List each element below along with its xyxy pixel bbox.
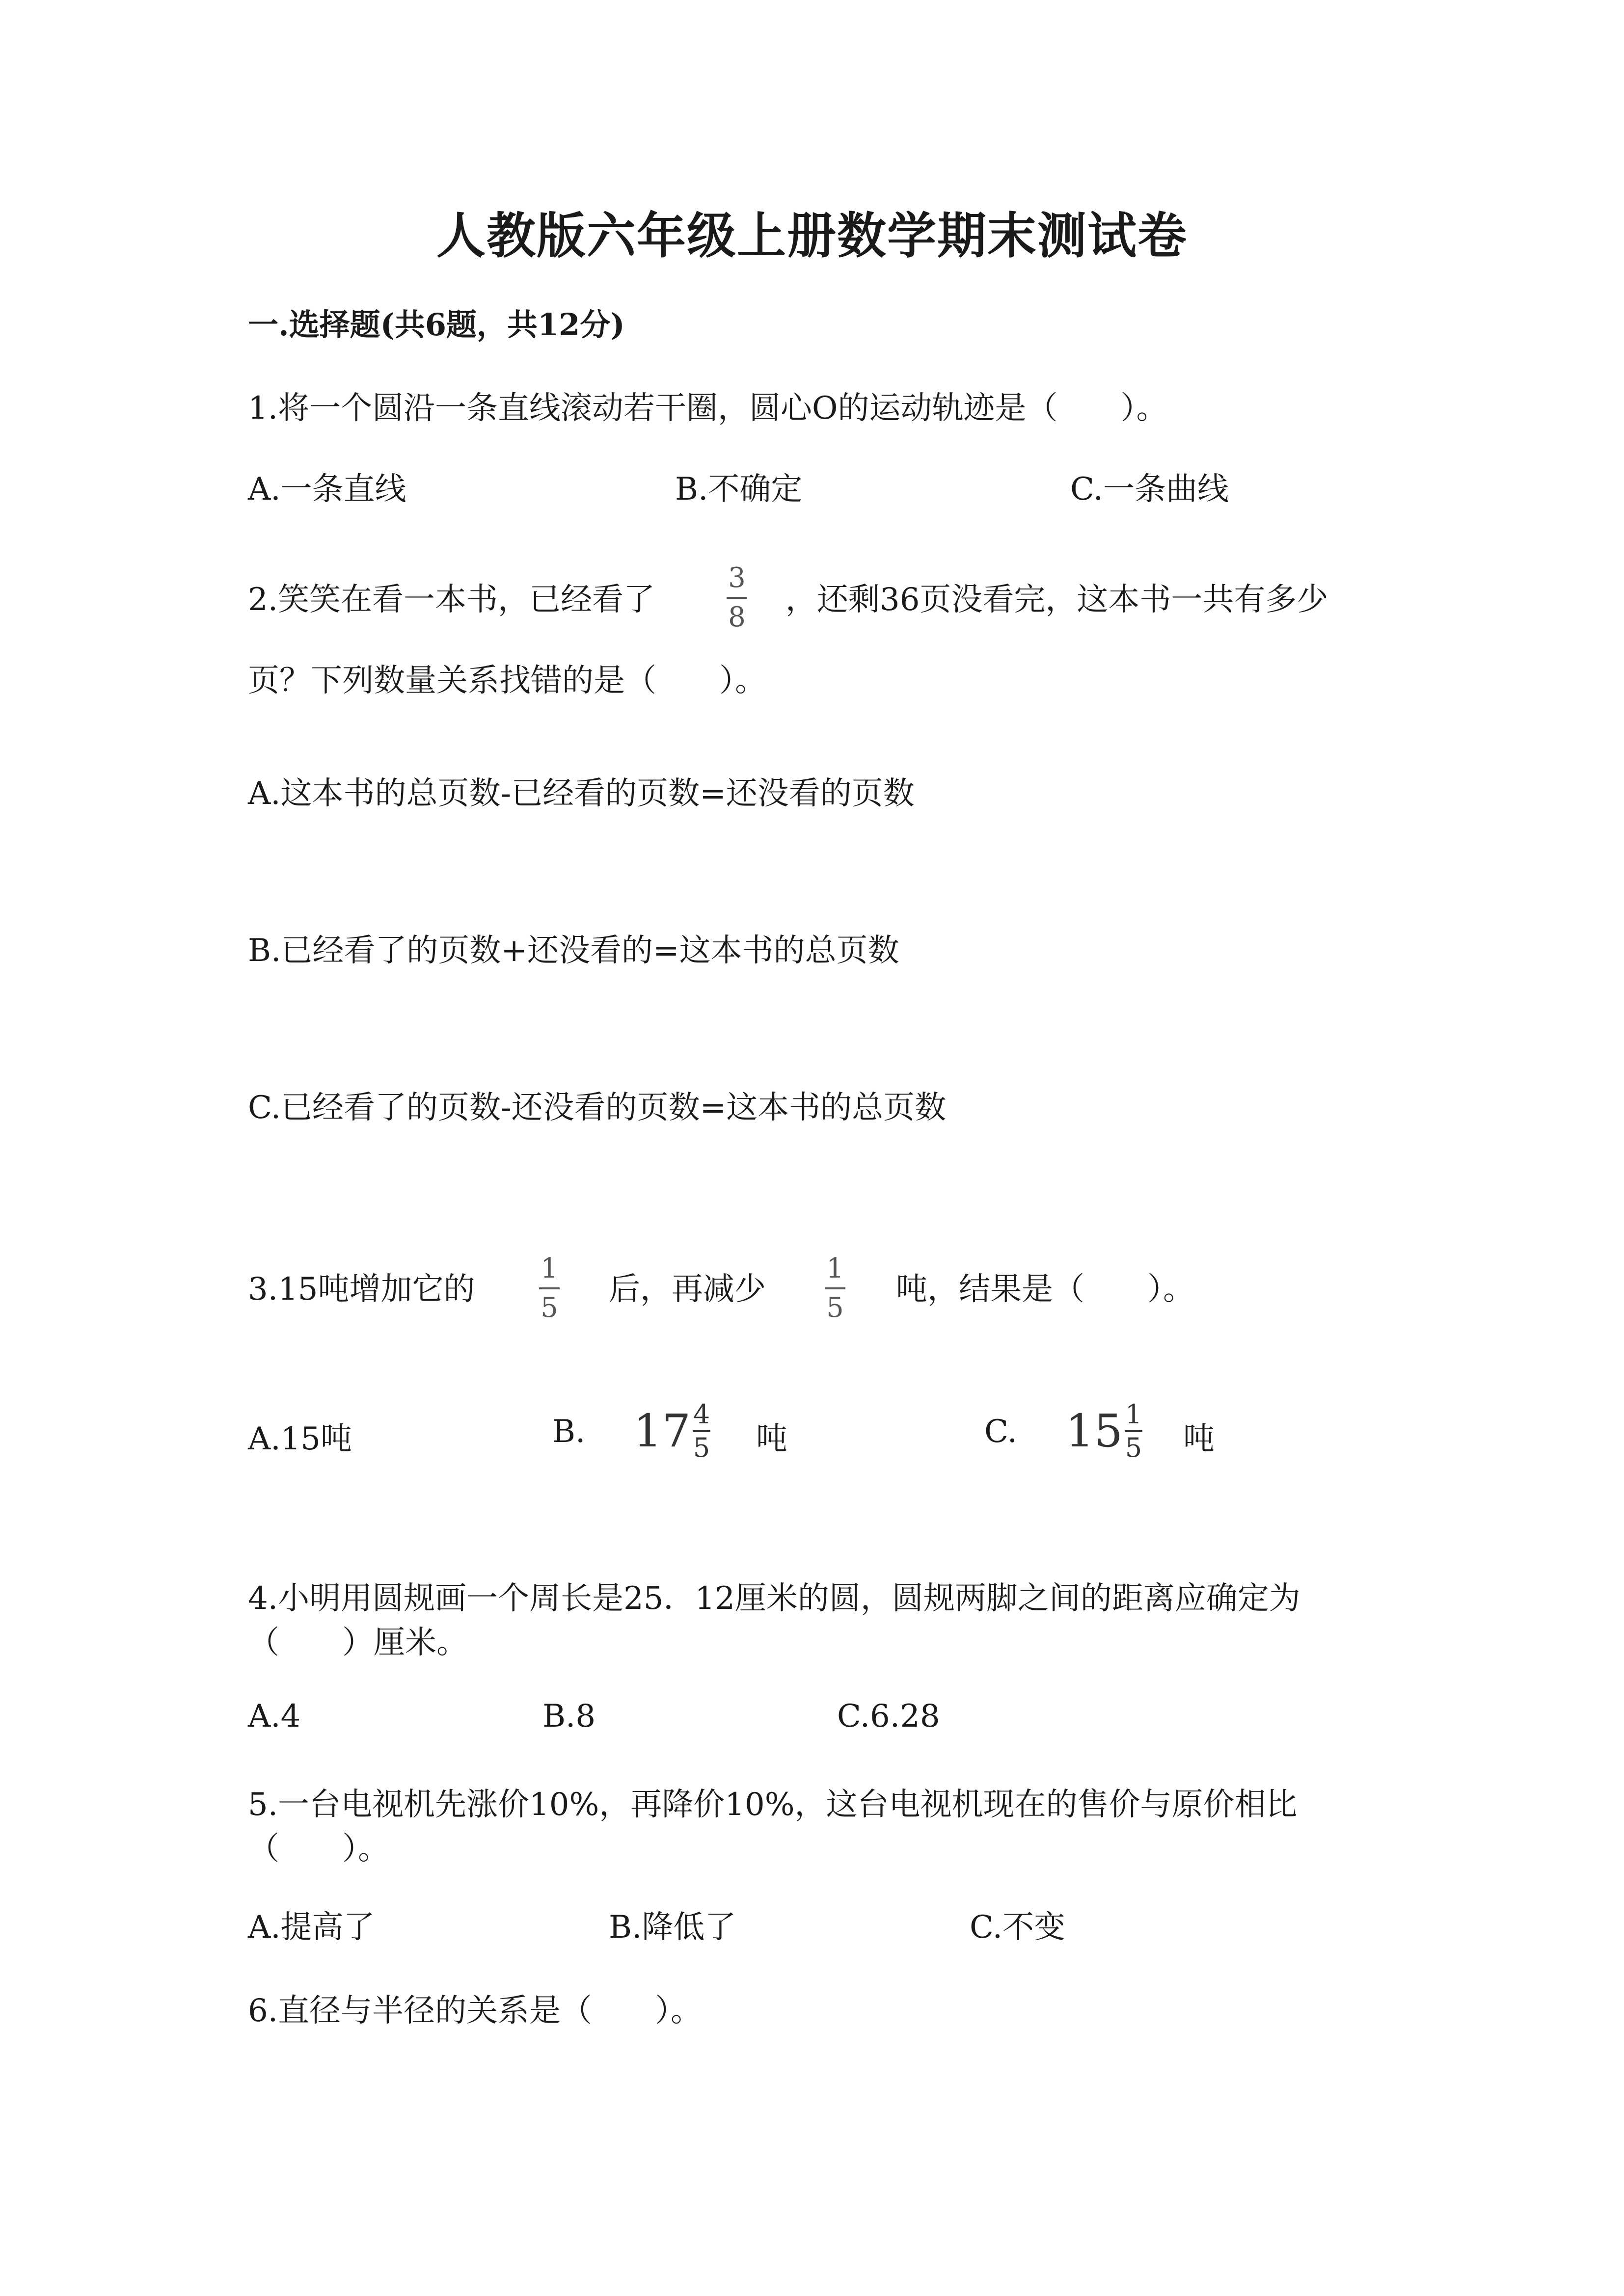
question-3-fraction-1: [539, 1255, 560, 1322]
question-5-stem-line2: （ ）。: [248, 1831, 389, 1867]
question-3-option-b-unit: 吨: [756, 1421, 787, 1457]
fraction-numerator: 4: [693, 1399, 710, 1430]
question-2-option-c[interactable]: C.已经看了的页数-还没看的页数=这本书的总页数: [248, 1090, 947, 1126]
fraction-bar: [727, 597, 747, 599]
question-4-option-b[interactable]: B.8: [542, 1698, 596, 1735]
fraction-denominator: 5: [693, 1432, 710, 1463]
fraction-numerator: 1: [541, 1253, 558, 1284]
fraction-bar: [539, 1287, 560, 1289]
page-title: 人教版六年级上册数学期末测试卷: [436, 207, 1188, 265]
question-4-option-a[interactable]: A.4: [248, 1698, 301, 1735]
mixed-number-whole: 17: [633, 1405, 691, 1457]
fraction-numerator: 1: [1125, 1399, 1142, 1430]
question-6-stem: 6.直径与半径的关系是（ ）。: [248, 1993, 703, 2029]
fraction-bar: [825, 1287, 845, 1289]
question-3-option-c-unit: 吨: [1183, 1421, 1215, 1457]
fraction-numerator: 3: [728, 562, 746, 594]
question-4-stem-line2: （ ）厘米。: [248, 1625, 468, 1661]
question-2-stem-part1: 2.笑笑在看一本书，已经看了: [248, 582, 655, 618]
question-1-option-c[interactable]: C.一条曲线: [1070, 471, 1229, 507]
question-3-option-b-value: [633, 1401, 710, 1461]
mixed-number-fraction: [1125, 1401, 1142, 1461]
question-3-stem-part2: 后，再减少: [609, 1271, 766, 1308]
question-1-stem: 1.将一个圆沿一条直线滚动若干圈，圆心O的运动轨迹是（ ）。: [248, 390, 1168, 427]
mixed-number-whole: 15: [1065, 1405, 1123, 1457]
question-5-option-a[interactable]: A.提高了: [248, 1909, 375, 1946]
question-4-stem-line1: 4.小明用圆规画一个周长是25．12厘米的圆，圆规两脚之间的距离应确定为: [248, 1580, 1300, 1617]
question-3-fraction-2: [825, 1255, 845, 1322]
question-5-option-c[interactable]: C.不变: [970, 1909, 1066, 1946]
question-5-stem-line1: 5.一台电视机先涨价10%，再降价10%，这台电视机现在的售价与原价相比: [248, 1787, 1298, 1823]
fraction-denominator: 8: [728, 601, 746, 633]
question-3-stem-part3: 吨，结果是（ ）。: [896, 1271, 1194, 1308]
fraction-denominator: 5: [826, 1292, 844, 1324]
question-2-option-a[interactable]: A.这本书的总页数-已经看的页数=还没看的页数: [248, 775, 915, 812]
question-1-option-b[interactable]: B.不确定: [675, 471, 803, 507]
section-heading: 一.选择题(共6题，共12分): [248, 307, 625, 343]
question-2-stem-part2: ，还剩36页没看完，这本书一共有多少: [785, 582, 1328, 618]
question-2-stem-line2: 页？下列数量关系找错的是（ ）。: [248, 663, 766, 699]
question-4-option-c[interactable]: C.6.28: [837, 1698, 940, 1735]
question-5-option-b[interactable]: B.降低了: [609, 1909, 736, 1946]
question-3-stem-part1: 3.15吨增加它的: [248, 1271, 475, 1308]
question-1-option-a[interactable]: A.一条直线: [248, 471, 406, 507]
question-3-option-c-value: [1065, 1401, 1142, 1461]
question-2-option-b[interactable]: B.已经看了的页数+还没看的=这本书的总页数: [248, 933, 899, 969]
fraction-denominator: 5: [541, 1292, 558, 1324]
fraction-numerator: 1: [826, 1253, 844, 1284]
question-2-fraction: [727, 564, 747, 631]
question-3-option-b-label[interactable]: B.: [552, 1414, 586, 1450]
question-3-option-c-label[interactable]: C.: [984, 1414, 1018, 1450]
question-3-option-a[interactable]: A.15吨: [248, 1421, 352, 1457]
fraction-denominator: 5: [1125, 1432, 1142, 1463]
mixed-number-fraction: [693, 1401, 710, 1461]
